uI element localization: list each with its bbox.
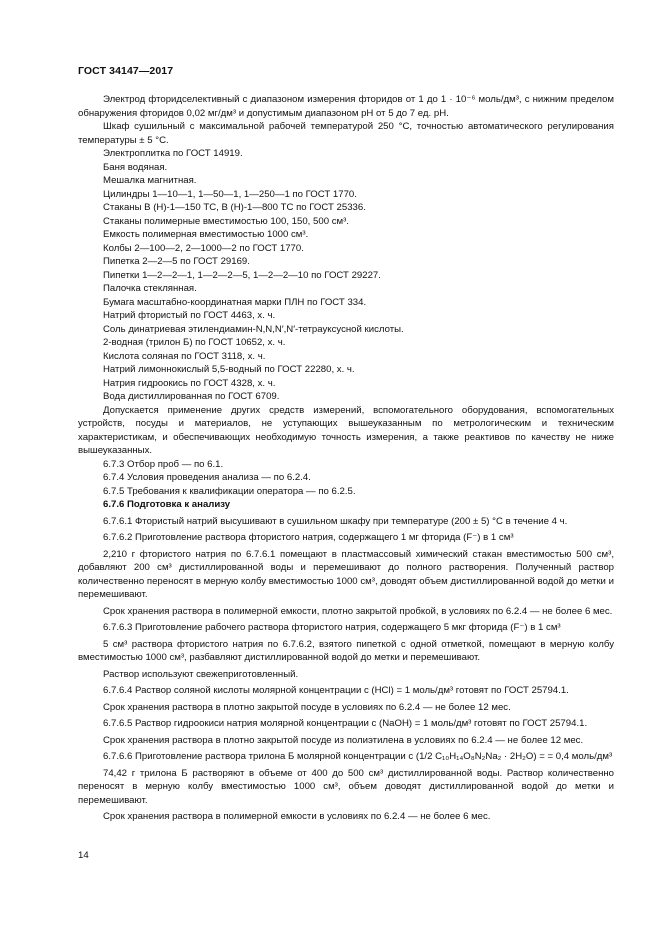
paragraph-storage-3: Срок хранения раствора в плотно закрытой посуде из полиэтилена в условиях по 6.2.4 — не более 12 мес. <box>103 734 584 746</box>
section-6-7-6-2: 6.7.6.2 Приготовление раствора фтористого натрия, содержащего 1 мг фторида (F⁻) в 1 см³ <box>103 532 514 543</box>
document-header: ГОСТ 34147—2017 <box>78 65 174 77</box>
equipment-item: Палочка стеклянная. <box>103 283 197 294</box>
equipment-item: Электроплитка по ГОСТ 14919. <box>103 148 243 159</box>
paragraph-storage-2: Срок хранения раствора в плотно закрытой посуде в условиях по 6.2.4 — не более 12 мес. <box>103 701 511 713</box>
section-6-7-5: 6.7.5 Требования к квалификации оператора — по 6.2.5. <box>103 485 356 497</box>
paragraph-electrode: Электрод фторидселективный с диапазоном измерения фторидов от 1 до 1 · 10⁻⁶ моль/дм³, с нижним пределом обнаружения фторидов 0,02 мг/дм³ и допустимым диапазоном pH от 5 до 7 ед. pH. <box>78 94 614 119</box>
equipment-item: Стаканы В (Н)-1—150 ТС, В (Н)-1—800 ТС по ГОСТ 25336. <box>103 202 366 213</box>
paragraph-sodium-fluoride-prep: 2,210 г фтористого натрия по 6.7.6.1 помещают в пластмассовый химический стакан вместимостью 500 см³, добавляют 200 см³ дистиллированной воды и перемешивают до полного растворения. Полученный раствор количественно переносят в мерную колбу вместимостью 1000 см³, доводят объем дистиллированной водой до метки и перемешивают. <box>78 548 614 600</box>
section-6-7-6-6: 6.7.6.6 Приготовление раствора трилона Б молярной концентрации c (1/2 C₁₀H₁₄O₈N₂Na₂ · 2H₂O) = = 0,4 моль/дм³ <box>103 751 613 762</box>
equipment-item: Бумага масштабно-координатная марки ПЛН по ГОСТ 334. <box>103 296 367 308</box>
reagent-item: Натрий лимоннокислый 5,5-водный по ГОСТ 22280, х. ч. <box>103 364 355 375</box>
reagent-item: Натрия гидроокись по ГОСТ 4328, х. ч. <box>103 377 276 389</box>
paragraph-oven: Шкаф сушильный с максимальной рабочей температурой 250 °С, точностью автоматического регулирования температуры ± 5 °С. <box>78 121 614 146</box>
paragraph-working-solution: 5 см³ раствора фтористого натрия по 6.7.6.2, взятого пипеткой с одной отметкой, помещают в мерную колбу вместимостью 1000 см³, разбавляют дистиллированной водой до метки и перемешивают. <box>78 638 614 663</box>
equipment-item: Пипетки 1—2—2—1, 1—2—2—5, 1—2—2—10 по ГОСТ 29227. <box>103 269 381 281</box>
document-body <box>78 93 614 824</box>
section-6-7-6-3: 6.7.6.3 Приготовление рабочего раствора фтористого натрия, содержащего 5 мкг фторида (F⁻) в 1 см³ <box>103 622 561 633</box>
paragraph-trilon-prep: 74,42 г трилона Б растворяют в объеме от 400 до 500 см³ дистиллированной воды. Раствор количественно переносят в мерную колбу вместимостью 1000 см³, объем доводят дистиллированной водой до метки и перемешивают. <box>78 767 614 806</box>
equipment-item: Цилиндры 1—10—1, 1—50—1, 1—250—1 по ГОСТ 1770. <box>103 188 357 200</box>
equipment-item: Пипетка 2—2—5 по ГОСТ 29169. <box>103 256 250 267</box>
paragraph-storage-4: Срок хранения раствора в полимерной емкости в условиях по 6.2.4 — не более 6 мес. <box>103 811 491 822</box>
section-heading-6-7-6: 6.7.6 Подготовка к анализу <box>103 499 231 510</box>
reagent-item: Вода дистиллированная по ГОСТ 6709. <box>103 391 280 402</box>
section-6-7-6-5: 6.7.6.5 Раствор гидроокиси натрия молярной концентрации c (NaOH) = 1 моль/дм³ готовят по ГОСТ 25794.1. <box>103 718 588 729</box>
paragraph-storage-1: Срок хранения раствора в полимерной емкости, плотно закрытой пробкой, в условиях по 6.2.4 — не более 6 мес. <box>103 605 613 617</box>
section-6-7-6-1: 6.7.6.1 Фтористый натрий высушивают в сушильном шкафу при температуре (200 ± 5) °С в течение 4 ч. <box>103 515 568 527</box>
reagent-item: Кислота соляная по ГОСТ 3118, х. ч. <box>103 350 266 362</box>
equipment-item: Колбы 2—100—2, 2—1000—2 по ГОСТ 1770. <box>103 242 304 254</box>
section-6-7-6-4: 6.7.6.4 Раствор соляной кислоты молярной концентрации c (HCl) = 1 моль/дм³ готовят по ГОСТ 25794.1. <box>103 685 569 696</box>
section-6-7-4: 6.7.4 Условия проведения анализа — по 6.2.4. <box>103 472 311 483</box>
equipment-item: Мешалка магнитная. <box>103 175 197 186</box>
equipment-item: Стаканы полимерные вместимостью 100, 150, 500 см³. <box>103 215 349 227</box>
reagent-item: Соль динатриевая этилендиамин-N,N,N′,N′-тетрауксусной кислоты. <box>103 323 404 335</box>
equipment-item: Баня водяная. <box>103 161 168 173</box>
reagent-item: Натрий фтористый по ГОСТ 4463, х. ч. <box>103 310 276 321</box>
page-number: 14 <box>78 850 89 861</box>
paragraph-fresh: Раствор используют свежеприготовленный. <box>103 668 299 680</box>
equipment-item: Емкость полимерная вместимостью 1000 см³. <box>103 229 309 240</box>
paragraph-alternatives: Допускается применение других средств измерений, вспомогательного оборудования, вспомогательных устройств, посуды и материалов, не уступающих вышеуказанным по метрологическим и техническим характеристикам, и обеспечивающих необходимую точность измерения, а также реактивов по качеству не ниже вышеуказанных. <box>78 404 614 456</box>
reagent-item: 2-водная (трилон Б) по ГОСТ 10652, х. ч. <box>103 337 286 348</box>
section-6-7-3: 6.7.3 Отбор проб — по 6.1. <box>103 458 224 470</box>
